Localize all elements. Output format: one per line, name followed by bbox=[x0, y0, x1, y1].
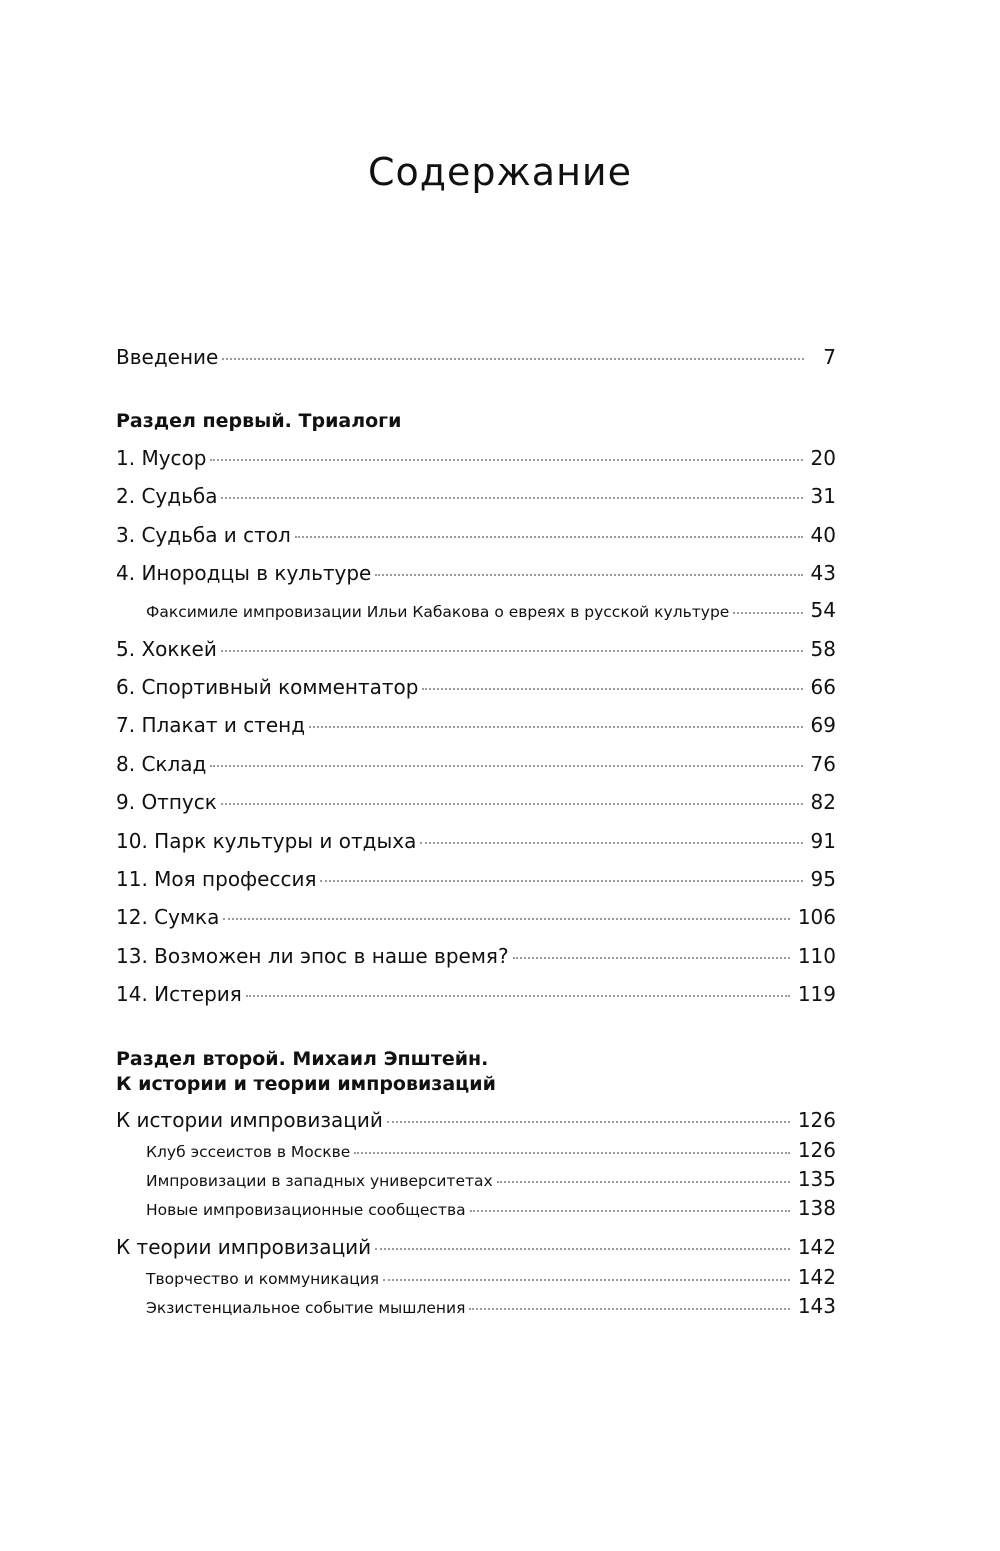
toc-page-number: 69 bbox=[810, 713, 836, 737]
toc-page-number: 126 bbox=[797, 1108, 836, 1132]
toc-subentry bbox=[146, 1196, 836, 1220]
dot-leader bbox=[320, 880, 802, 882]
toc-entry bbox=[116, 675, 836, 699]
dot-leader bbox=[221, 803, 803, 805]
toc-entry bbox=[116, 944, 836, 968]
toc-entry bbox=[116, 637, 836, 661]
toc-page-number: 143 bbox=[797, 1294, 836, 1318]
toc-entry-label: 5. Хоккей bbox=[116, 637, 217, 661]
toc-entry-label: 4. Инородцы в культуре bbox=[116, 561, 372, 585]
dot-leader bbox=[387, 1121, 790, 1123]
dot-leader bbox=[497, 1181, 790, 1183]
toc-page-number: 20 bbox=[810, 446, 836, 470]
dot-leader bbox=[221, 497, 802, 499]
toc-subentry bbox=[146, 1138, 836, 1162]
section-heading-1: Раздел первый. Триалоги bbox=[116, 410, 402, 432]
dot-leader bbox=[420, 842, 802, 844]
toc-entry-label: Факсимиле импровизации Ильи Кабакова о евреях в русской культуре bbox=[146, 603, 730, 621]
dot-leader bbox=[309, 726, 802, 728]
toc-entry-label: 9. Отпуск bbox=[116, 790, 217, 814]
toc-page-number: 91 bbox=[810, 829, 836, 853]
toc-entry bbox=[116, 790, 836, 814]
dot-leader bbox=[469, 1308, 789, 1310]
toc-entry bbox=[116, 982, 836, 1006]
toc-entry-label: 11. Моя профессия bbox=[116, 867, 317, 891]
toc-page-number: 82 bbox=[810, 790, 836, 814]
toc-page-number: 7 bbox=[823, 345, 836, 369]
toc-entry-label: 7. Плакат и стенд bbox=[116, 713, 306, 737]
toc-page-number: 138 bbox=[797, 1196, 836, 1220]
toc-page-number: 142 bbox=[797, 1235, 836, 1259]
table-of-contents bbox=[116, 0, 836, 1551]
toc-entry-label: 14. Истерия bbox=[116, 982, 242, 1006]
page-title: Содержание bbox=[368, 150, 632, 194]
toc-entry bbox=[116, 713, 836, 737]
toc-entry-label: Творчество и коммуникация bbox=[146, 1270, 380, 1288]
toc-entry-label: 13. Возможен ли эпос в наше время? bbox=[116, 944, 509, 968]
dot-leader bbox=[375, 574, 802, 576]
section-heading-line: К истории и теории импровизаций bbox=[116, 1072, 496, 1095]
toc-page-number: 110 bbox=[797, 944, 836, 968]
toc-page-number: 54 bbox=[810, 598, 836, 622]
toc-page-number: 126 bbox=[797, 1138, 836, 1162]
toc-page-number: 66 bbox=[810, 675, 836, 699]
toc-page-number: 58 bbox=[810, 637, 836, 661]
dot-leader bbox=[354, 1152, 790, 1154]
toc-page-number: 43 bbox=[810, 561, 836, 585]
toc-entry bbox=[116, 561, 836, 585]
toc-page-number: 95 bbox=[810, 867, 836, 891]
toc-entry bbox=[116, 484, 836, 508]
toc-entry-label: 1. Мусор bbox=[116, 446, 207, 470]
toc-entry-label: Введение bbox=[116, 345, 219, 369]
dot-leader bbox=[375, 1248, 790, 1250]
toc-page-number: 40 bbox=[810, 523, 836, 547]
toc-entry bbox=[116, 752, 836, 776]
toc-entry-label: К теории импровизаций bbox=[116, 1235, 372, 1259]
toc-entry-introduction bbox=[116, 345, 836, 369]
toc-entry-label: 3. Судьба и стол bbox=[116, 523, 291, 547]
dot-leader bbox=[733, 612, 802, 614]
toc-entry bbox=[116, 523, 836, 547]
dot-leader bbox=[210, 765, 802, 767]
toc-entry bbox=[116, 829, 836, 853]
toc-subentry bbox=[146, 1167, 836, 1191]
toc-entry-label: 8. Склад bbox=[116, 752, 207, 776]
dot-leader bbox=[470, 1210, 790, 1212]
section-heading-2 bbox=[116, 1047, 836, 1096]
toc-entry bbox=[116, 867, 836, 891]
toc-page-number: 76 bbox=[810, 752, 836, 776]
toc-entry-label: 2. Судьба bbox=[116, 484, 218, 508]
toc-subentry bbox=[146, 1294, 836, 1318]
toc-subentry bbox=[146, 1265, 836, 1289]
toc-entry bbox=[116, 905, 836, 929]
toc-entry-label: Клуб эссеистов в Москве bbox=[146, 1143, 351, 1161]
dot-leader bbox=[222, 358, 804, 360]
toc-entry-label: Экзистенциальное событие мышления bbox=[146, 1299, 466, 1317]
dot-leader bbox=[383, 1279, 790, 1281]
toc-entry-label: К истории импровизаций bbox=[116, 1108, 383, 1132]
toc-entry-label: Импровизации в западных университетах bbox=[146, 1172, 493, 1190]
dot-leader bbox=[422, 688, 802, 690]
toc-entry-label: 12. Сумка bbox=[116, 905, 220, 929]
toc-subentry bbox=[146, 598, 836, 622]
dot-leader bbox=[246, 995, 790, 997]
toc-page-number: 135 bbox=[797, 1167, 836, 1191]
toc-entry-label: Новые импровизационные сообщества bbox=[146, 1201, 466, 1219]
toc-page-number: 31 bbox=[810, 484, 836, 508]
toc-entry bbox=[116, 446, 836, 470]
dot-leader bbox=[295, 536, 803, 538]
section-heading-line: Раздел второй. Михаил Эпштейн. bbox=[116, 1048, 489, 1070]
toc-entry bbox=[116, 1108, 836, 1132]
dot-leader bbox=[223, 918, 789, 920]
toc-page-number: 119 bbox=[797, 982, 836, 1006]
toc-page-number: 142 bbox=[797, 1265, 836, 1289]
toc-page-number: 106 bbox=[797, 905, 836, 929]
toc-entry-label: 6. Спортивный комментатор bbox=[116, 675, 419, 699]
toc-entry bbox=[116, 1235, 836, 1259]
dot-leader bbox=[221, 650, 803, 652]
dot-leader bbox=[210, 459, 802, 461]
dot-leader bbox=[513, 957, 790, 959]
toc-entry-label: 10. Парк культуры и отдыха bbox=[116, 829, 417, 853]
